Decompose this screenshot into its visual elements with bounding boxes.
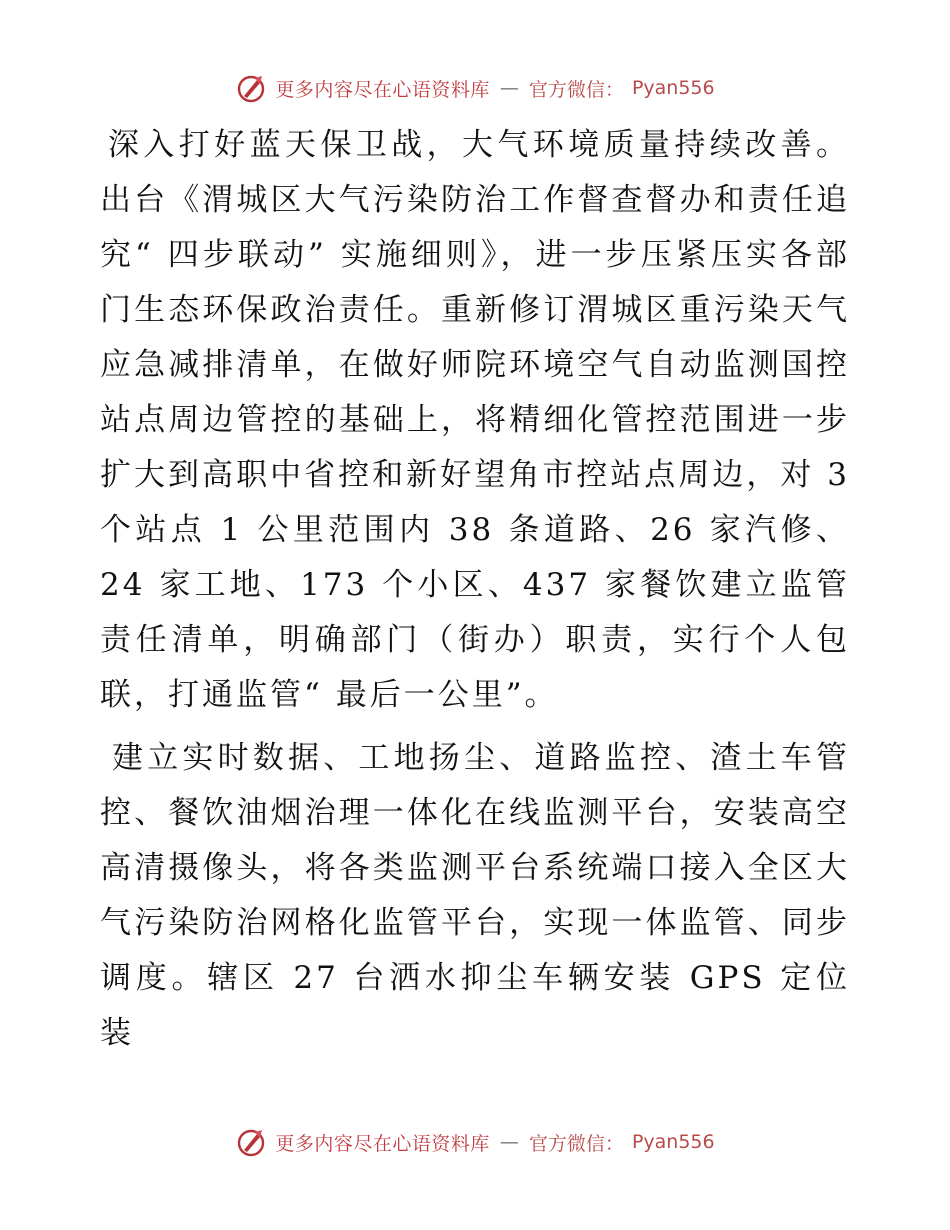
watermark-wechat-label: 官方微信：: [528, 78, 624, 101]
footer-watermark: [0, 1126, 950, 1158]
watermark-site-text: 更多内容尽在心语资料库: [275, 1132, 490, 1155]
watermark-dash: —: [499, 1131, 519, 1153]
paragraph-1: 深入打好蓝天保卫战，大气环境质量持续改善。出台《渭城区大气污染防治工作督查督办和责任追究“ 四步联动” 实施细则》，进一步压紧压实各部门生态环保政治责任。重新修订渭城区重污染天气应急减排清单，在做好师院环境空气自动监测国控站点周边管控的基础上，将精细化管控范围进一步扩大到高职中省控和新好望角市控站点周边，对 3 个站点 1 公里范围内 38 条道路、26 家汽修、24 家工地、173 个小区、437 家餐饮建立监管责任清单，明确部门（街办）职责，实行个人包联，打通监管“ 最后一公里”。: [100, 127, 850, 713]
watermark-dash: —: [499, 77, 519, 99]
watermark-wechat-label: 官方微信：: [528, 1132, 624, 1155]
watermark-wechat-id: Pyan556: [631, 1131, 715, 1153]
watermark-wechat-id: Pyan556: [631, 77, 715, 99]
header-watermark: [0, 72, 950, 104]
paragraph-2: 建立实时数据、工地扬尘、道路监控、渣土车管控、餐饮油烟治理一体化在线监测平台，安装高空高清摄像头，将各类监测平台系统端口接入全区大气污染防治网格化监管平台，实现一体监管、同步调度。辖区 27 台洒水抑尘车辆安装 GPS 定位装: [100, 740, 850, 1051]
document-body: [100, 118, 850, 1061]
quill-logo-icon: [235, 72, 267, 104]
quill-logo-icon: [235, 1126, 267, 1158]
watermark-site-text: 更多内容尽在心语资料库: [275, 78, 490, 101]
